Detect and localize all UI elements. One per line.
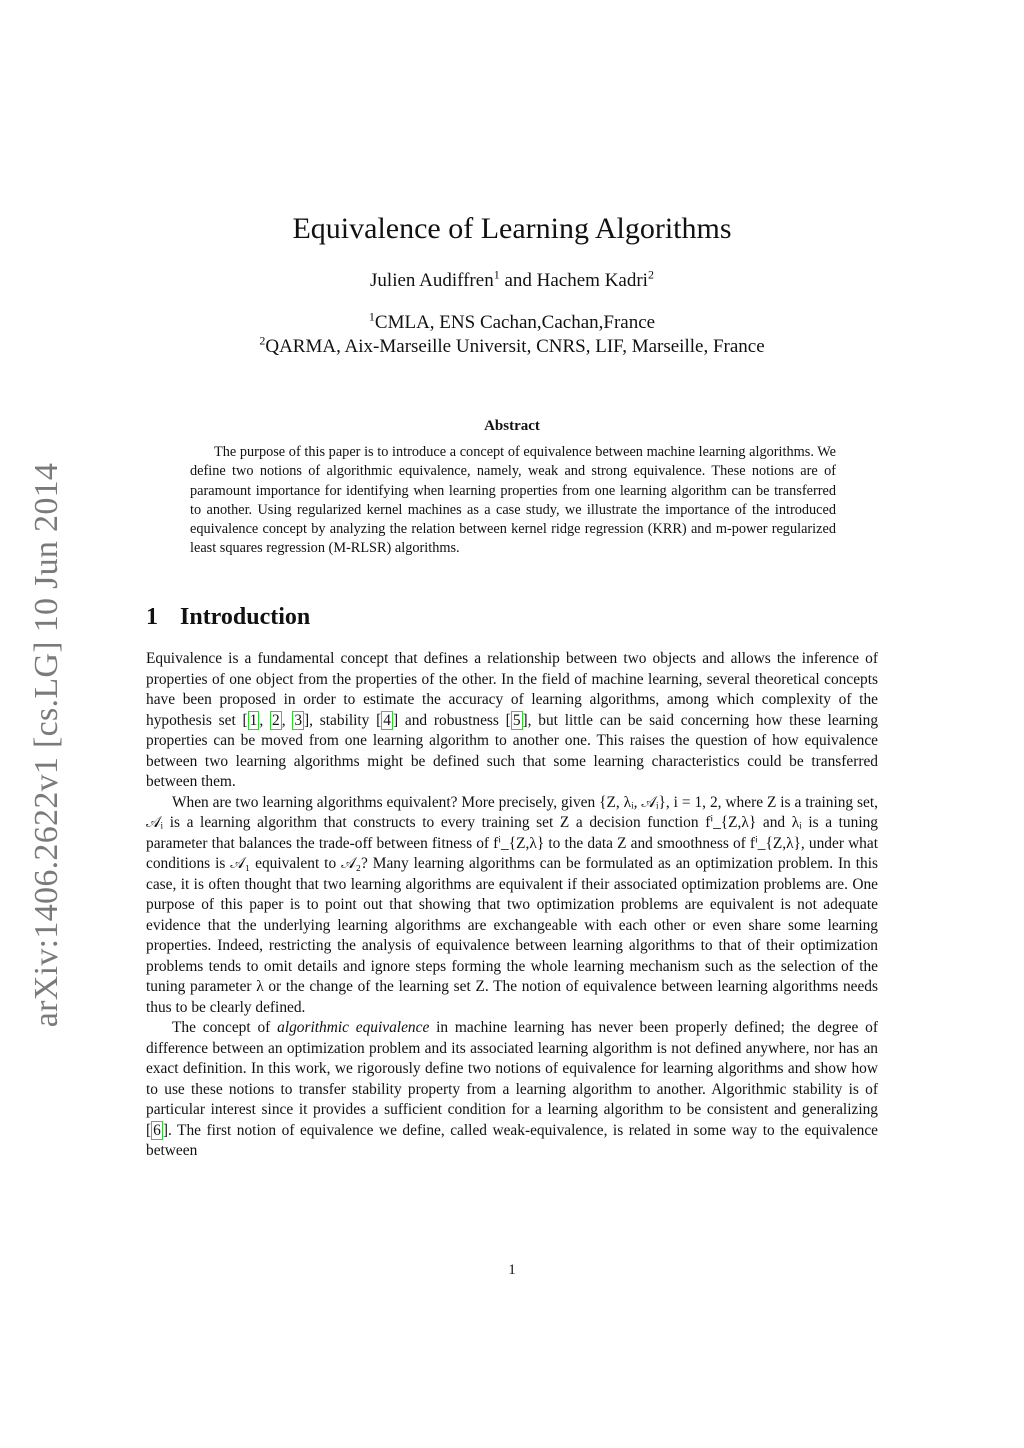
text-run: Equivalence is a fundamental concept that defines a relationship between two objects and allows the inference of properties of one object from the properties of the other. In the field of machine learning, several theoretical concepts have been proposed in order to estimate the accuracy of learning algorithms, among which complexity of the hypothesis set [ — [146, 650, 878, 729]
abstract-text: The purpose of this paper is to introduce a concept of equivalence between machine learning algorithms. We define two notions of algorithmic equivalence, namely, weak and strong equivalence. These notions are of paramount importance for identifying when learning properties from one learning algorithm can be transferred to another. Using regularized kernel machines as a case study, we illustrate the importance of the introduced equivalence concept by analyzing the relation between kernel ridge regression (KRR) and m-power regularized least squares regression (M-RLSR) algorithms. — [190, 444, 836, 557]
body-text — [146, 649, 878, 1162]
author-conjunction: and — [504, 270, 532, 291]
affiliation-text: CMLA, ENS Cachan,Cachan,France — [374, 312, 656, 333]
citation-link[interactable]: 6 — [153, 1121, 161, 1139]
affiliation-line — [0, 309, 1024, 334]
page-number: 1 — [508, 1262, 516, 1278]
author-affiliation-mark: 1 — [493, 267, 500, 282]
citation-link[interactable]: 2 — [271, 711, 280, 729]
citation-link[interactable]: 5 — [512, 711, 521, 729]
text-run: ], but little can be said concerning how these learning properties can be moved from one learning algorithm to another one. This raises the question of how equivalence between two learning algorithms might be defined such that some learning characteristics could be transferred between them. — [146, 711, 879, 790]
text-run: , — [259, 711, 270, 729]
section-title: Introduction — [180, 604, 311, 630]
author-line — [0, 267, 1024, 292]
citation-link[interactable]: 1 — [249, 711, 258, 729]
arxiv-stamp — [20, 445, 74, 1045]
author-affiliation-mark: 2 — [647, 267, 654, 282]
paragraph — [146, 1018, 878, 1162]
citation-link[interactable]: 3 — [294, 711, 303, 729]
text-run: ]. The first notion of equivalence we define, called weak-equivalence, is related in some way to the equivalence between — [146, 1121, 878, 1159]
affiliation-mark: 1 — [368, 309, 375, 324]
emphasis: algorithmic equivalence — [277, 1019, 430, 1036]
paragraph: When are two learning algorithms equivalent? More precisely, given {Z, λᵢ, 𝒜ᵢ}, i = 1, 2, where Z is a training set, 𝒜ᵢ is a learning algorithm that constructs to every training set Z a decision function fⁱ_{Z,λ} and λᵢ is a tuning parameter that balances the trade-off between fitness of fⁱ_{Z,λ} to the data Z and smoothness of fⁱ_{Z,λ}, under what conditions is 𝒜₁ equivalent to 𝒜₂? Many learning algorithms can be formulated as an optimization problem. In this case, it is often thought that two learning algorithms are equivalent if their associated optimization problems are. One purpose of this paper is to point out that showing that two optimization problems are equivalent is not adequate evidence that the underlying learning algorithms are exchangeable with each other or even share some learning properties. Indeed, restricting the analysis of equivalence between learning algorithms to that of their optimization problems tends to omit details and ignore steps forming the whole learning mechanism such as the selection of the tuning parameter λ or the change of the learning set Z. The notion of equivalence between learning algorithms needs thus to be clearly defined. — [146, 793, 878, 1016]
arxiv-stamp-text: arXiv:1406.2622v1 [cs.LG] 10 Jun 2014 — [28, 462, 66, 1028]
paragraph — [146, 649, 878, 793]
section-number: 1 — [146, 604, 158, 630]
abstract-heading: Abstract — [484, 418, 540, 434]
affiliation-line — [0, 333, 1024, 358]
text-run: ] and robustness [ — [393, 711, 511, 729]
affiliation-mark: 2 — [259, 333, 266, 348]
author-name: Julien Audiffren — [370, 270, 494, 291]
citation-link[interactable]: 4 — [383, 711, 391, 729]
affiliation-text: QARMA, Aix-Marseille Universit, CNRS, LIF, Marseille, France — [265, 336, 765, 357]
section-heading — [146, 604, 310, 631]
text-run: in machine learning has never been properly defined; the degree of difference between an optimization problem and its associated learning algorithm is not defined anywhere, nor has an exact definition. In this work, we rigorously define two notions of equivalence for learning algorithms and show how to use these notions to transfer stability property from a learning algorithm to another. Algorithmic stability is of particular interest since it provides a sufficient condition for a learning algorithm to be consistent and generalizing [ — [146, 1019, 878, 1139]
text-run: ], stability [ — [304, 711, 382, 729]
author-name: Hachem Kadri — [536, 270, 648, 291]
text-run: The concept of — [172, 1019, 278, 1036]
text-run: , — [281, 711, 293, 729]
paper-title: Equivalence of Learning Algorithms — [292, 212, 732, 245]
